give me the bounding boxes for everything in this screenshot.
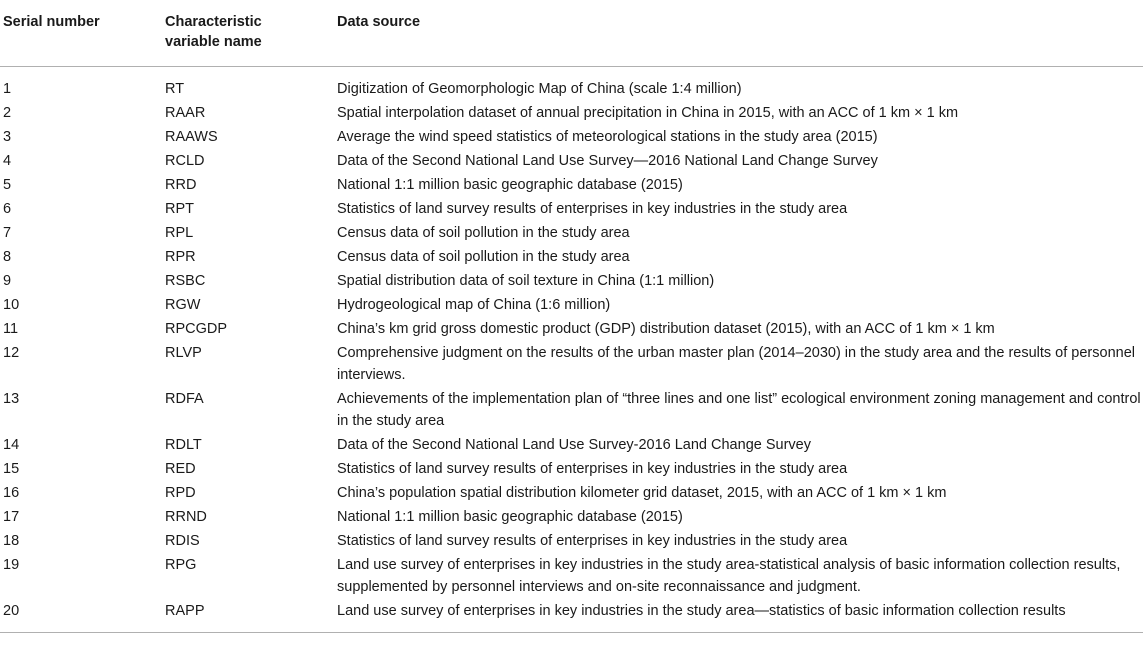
table-bottom-rule	[0, 632, 1143, 633]
cell-data-source: National 1:1 million basic geographic database (2015)	[337, 177, 683, 193]
cell-variable-name: RPR	[165, 249, 196, 265]
cell-serial-number: 9	[3, 273, 12, 289]
cell-data-source: Hydrogeological map of China (1:6 million)	[337, 297, 611, 313]
cell-data-source: Census data of soil pollution in the study area	[337, 249, 630, 265]
cell-variable-name: RSBC	[165, 273, 206, 289]
cell-variable-name: RPD	[165, 485, 196, 501]
cell-serial-number: 12	[3, 345, 20, 361]
table-row	[0, 67, 1143, 103]
table-body	[0, 67, 1143, 633]
cell-data-source: Statistics of land survey results of enterprises in key industries in the study area	[337, 461, 848, 477]
table-row	[0, 434, 1143, 458]
cell-variable-name: RCLD	[165, 153, 205, 169]
table-row	[0, 102, 1143, 126]
header-data-source: Data source	[337, 14, 421, 30]
cell-data-source: Achievements of the implementation plan of “three lines and one list” ecological environment zoning management and control in the study area	[337, 391, 1141, 429]
cell-variable-name: RAAR	[165, 105, 206, 121]
cell-data-source: Digitization of Geomorphologic Map of China (scale 1:4 million)	[337, 81, 742, 97]
cell-data-source: China’s km grid gross domestic product (GDP) distribution dataset (2015), with an ACC of 1 km × 1 km	[337, 321, 995, 337]
table-row	[0, 342, 1143, 388]
cell-serial-number: 7	[3, 225, 12, 241]
cell-data-source: Land use survey of enterprises in key industries in the study area-statistical analysis of basic information collection results, supplemented by personnel interviews and on-site reconnaissance and judgment.	[337, 557, 1121, 595]
cell-data-source: Land use survey of enterprises in key industries in the study area—statistics of basic information collection results	[337, 603, 1066, 619]
cell-variable-name: RDLT	[165, 437, 202, 453]
table-header	[0, 0, 1143, 67]
cell-serial-number: 5	[3, 177, 12, 193]
table-row	[0, 150, 1143, 174]
table-row	[0, 294, 1143, 318]
cell-data-source: Average the wind speed statistics of meteorological stations in the study area (2015)	[337, 129, 878, 145]
cell-variable-name: RPCGDP	[165, 321, 228, 337]
table-row	[0, 222, 1143, 246]
cell-serial-number: 1	[3, 81, 12, 97]
cell-serial-number: 19	[3, 557, 20, 573]
cell-serial-number: 15	[3, 461, 20, 477]
cell-variable-name: RT	[165, 81, 185, 97]
table-row	[0, 506, 1143, 530]
cell-serial-number: 3	[3, 129, 12, 145]
table-row	[0, 174, 1143, 198]
cell-serial-number: 4	[3, 153, 12, 169]
cell-data-source: Data of the Second National Land Use Survey-2016 Land Change Survey	[337, 437, 811, 453]
table-row	[0, 458, 1143, 482]
cell-data-source: Spatial distribution data of soil texture in China (1:1 million)	[337, 273, 715, 289]
cell-data-source: Census data of soil pollution in the study area	[337, 225, 630, 241]
cell-serial-number: 10	[3, 297, 20, 313]
cell-variable-name: RLVP	[165, 345, 202, 361]
cell-serial-number: 17	[3, 509, 20, 525]
cell-variable-name: RAPP	[165, 603, 205, 619]
cell-data-source: Spatial interpolation dataset of annual precipitation in China in 2015, with an ACC of 1 km × 1 km	[337, 105, 959, 121]
header-variable-text: Characteristic variable name	[165, 14, 262, 50]
cell-variable-name: RPT	[165, 201, 194, 217]
table-row	[0, 198, 1143, 222]
table-row	[0, 270, 1143, 294]
cell-serial-number: 18	[3, 533, 20, 549]
cell-serial-number: 11	[3, 321, 19, 337]
header-row	[0, 0, 1143, 67]
cell-variable-name: RAAWS	[165, 129, 218, 145]
cell-data-source: Comprehensive judgment on the results of the urban master plan (2014–2030) in the study area and the results of personnel interviews.	[337, 345, 1135, 383]
cell-data-source: National 1:1 million basic geographic database (2015)	[337, 509, 683, 525]
cell-serial-number: 14	[3, 437, 20, 453]
cell-serial-number: 16	[3, 485, 20, 501]
table-row	[0, 600, 1143, 632]
table-row	[0, 318, 1143, 342]
cell-variable-name: RDFA	[165, 391, 204, 407]
table-row	[0, 482, 1143, 506]
header-serial-number: Serial number	[3, 14, 100, 30]
cell-serial-number: 20	[3, 603, 20, 619]
cell-serial-number: 13	[3, 391, 20, 407]
cell-variable-name: RRND	[165, 509, 207, 525]
cell-variable-name: RED	[165, 461, 196, 477]
cell-variable-name: RPG	[165, 557, 197, 573]
cell-variable-name: RDIS	[165, 533, 200, 549]
cell-serial-number: 2	[3, 105, 12, 121]
header-characteristic-variable-name	[165, 0, 337, 67]
table-row	[0, 388, 1143, 434]
cell-data-source: Statistics of land survey results of enterprises in key industries in the study area	[337, 201, 848, 217]
cell-serial-number: 8	[3, 249, 12, 265]
cell-variable-name: RRD	[165, 177, 197, 193]
cell-variable-name: RGW	[165, 297, 201, 313]
table-row	[0, 126, 1143, 150]
cell-variable-name: RPL	[165, 225, 194, 241]
table-row	[0, 246, 1143, 270]
table-row	[0, 554, 1143, 600]
cell-data-source: Statistics of land survey results of enterprises in key industries in the study area	[337, 533, 848, 549]
cell-serial-number: 6	[3, 201, 12, 217]
table-row	[0, 530, 1143, 554]
cell-data-source: China’s population spatial distribution kilometer grid dataset, 2015, with an ACC of 1 km × 1 km	[337, 485, 947, 501]
cell-data-source: Data of the Second National Land Use Survey—2016 National Land Change Survey	[337, 153, 878, 169]
